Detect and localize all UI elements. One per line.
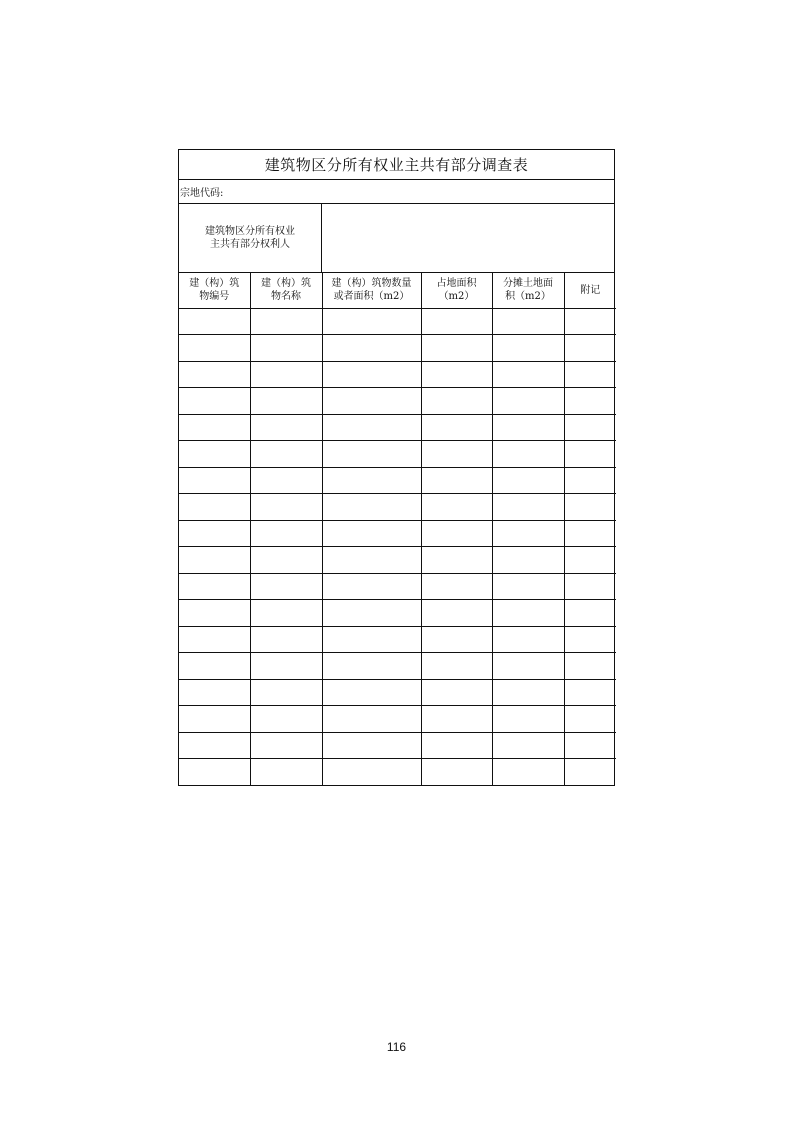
table-cell[interactable] xyxy=(421,547,492,574)
column-header: 建（构）筑物编号 xyxy=(179,273,250,308)
table-cell[interactable] xyxy=(322,494,421,521)
table-cell[interactable] xyxy=(322,335,421,362)
table-cell[interactable] xyxy=(179,653,250,680)
table-cell[interactable] xyxy=(250,547,322,574)
owner-row xyxy=(179,204,614,273)
table-cell[interactable] xyxy=(421,626,492,653)
table-cell[interactable] xyxy=(179,388,250,415)
table-cell[interactable] xyxy=(564,573,616,600)
table-row xyxy=(179,414,616,441)
table-cell[interactable] xyxy=(322,467,421,494)
table-cell[interactable] xyxy=(421,388,492,415)
table-cell[interactable] xyxy=(492,600,564,627)
table-cell[interactable] xyxy=(322,573,421,600)
table-cell[interactable] xyxy=(564,308,616,335)
table-cell[interactable] xyxy=(250,706,322,733)
table-cell[interactable] xyxy=(322,653,421,680)
table-cell[interactable] xyxy=(250,361,322,388)
page-number: 116 xyxy=(386,1040,407,1054)
parcel-code-row xyxy=(179,180,614,204)
table-cell[interactable] xyxy=(492,308,564,335)
table-cell[interactable] xyxy=(564,759,616,786)
table-row xyxy=(179,361,616,388)
table-cell[interactable] xyxy=(179,626,250,653)
table-cell[interactable] xyxy=(492,467,564,494)
table-cell[interactable] xyxy=(179,600,250,627)
table-cell[interactable] xyxy=(322,520,421,547)
table-row xyxy=(179,732,616,759)
table-cell[interactable] xyxy=(179,759,250,786)
table-cell[interactable] xyxy=(250,520,322,547)
table-cell[interactable] xyxy=(421,706,492,733)
table-cell[interactable] xyxy=(250,573,322,600)
table-cell[interactable] xyxy=(322,414,421,441)
table-row xyxy=(179,759,616,786)
table-cell[interactable] xyxy=(322,706,421,733)
table-row xyxy=(179,679,616,706)
table-cell[interactable] xyxy=(564,547,616,574)
table-cell[interactable] xyxy=(564,441,616,468)
table-cell[interactable] xyxy=(250,467,322,494)
table-cell[interactable] xyxy=(492,732,564,759)
table-cell[interactable] xyxy=(492,494,564,521)
table-cell[interactable] xyxy=(322,732,421,759)
table-cell[interactable] xyxy=(564,467,616,494)
table-cell[interactable] xyxy=(250,679,322,706)
table-row xyxy=(179,573,616,600)
table-cell[interactable] xyxy=(250,335,322,362)
table-cell[interactable] xyxy=(250,414,322,441)
table-cell[interactable] xyxy=(250,732,322,759)
table-cell[interactable] xyxy=(250,653,322,680)
table-cell[interactable] xyxy=(421,494,492,521)
table-cell[interactable] xyxy=(250,600,322,627)
table-cell[interactable] xyxy=(564,600,616,627)
table-row xyxy=(179,600,616,627)
table-body xyxy=(179,308,616,785)
table-cell[interactable] xyxy=(322,626,421,653)
table-cell[interactable] xyxy=(564,335,616,362)
table-cell[interactable] xyxy=(421,679,492,706)
form-title: 建筑物区分所有权业主共有部分调查表 xyxy=(179,150,614,180)
table-cell[interactable] xyxy=(250,388,322,415)
table-cell[interactable] xyxy=(250,626,322,653)
table-cell[interactable] xyxy=(322,388,421,415)
table-cell[interactable] xyxy=(564,679,616,706)
column-header: 建（构）筑物名称 xyxy=(250,273,322,308)
table-row xyxy=(179,547,616,574)
column-header: 附记 xyxy=(564,273,616,308)
table-row xyxy=(179,335,616,362)
table-cell[interactable] xyxy=(179,335,250,362)
table-cell[interactable] xyxy=(421,441,492,468)
table-row xyxy=(179,494,616,521)
table-cell[interactable] xyxy=(492,706,564,733)
table-cell[interactable] xyxy=(322,759,421,786)
parcel-code-label: 宗地代码: xyxy=(180,188,224,199)
table-cell[interactable] xyxy=(179,573,250,600)
table-cell[interactable] xyxy=(492,759,564,786)
table-cell[interactable] xyxy=(250,759,322,786)
table-cell[interactable] xyxy=(250,441,322,468)
table-cell[interactable] xyxy=(250,494,322,521)
column-header: 建（构）筑物数量或者面积（m2） xyxy=(322,273,421,308)
table-cell[interactable] xyxy=(564,494,616,521)
table-cell[interactable] xyxy=(421,520,492,547)
table-cell[interactable] xyxy=(179,308,250,335)
table-cell[interactable] xyxy=(492,679,564,706)
table-row xyxy=(179,308,616,335)
table-cell[interactable] xyxy=(564,732,616,759)
column-header: 分摊土地面积（m2） xyxy=(492,273,564,308)
table-cell[interactable] xyxy=(179,414,250,441)
table-row xyxy=(179,441,616,468)
table-row xyxy=(179,520,616,547)
table-cell[interactable] xyxy=(492,361,564,388)
table-row xyxy=(179,388,616,415)
table-cell[interactable] xyxy=(492,573,564,600)
table-cell[interactable] xyxy=(492,441,564,468)
table-cell[interactable] xyxy=(564,388,616,415)
table-cell[interactable] xyxy=(179,494,250,521)
table-cell[interactable] xyxy=(492,653,564,680)
table-cell[interactable] xyxy=(492,414,564,441)
table-cell[interactable] xyxy=(564,653,616,680)
building-table xyxy=(179,273,616,785)
survey-form xyxy=(178,149,615,786)
table-cell[interactable] xyxy=(322,547,421,574)
owner-label: 建筑物区分所有权业主共有部分权利人 xyxy=(179,204,322,272)
table-cell[interactable] xyxy=(492,626,564,653)
table-cell[interactable] xyxy=(421,308,492,335)
table-cell[interactable] xyxy=(179,441,250,468)
table-cell[interactable] xyxy=(564,626,616,653)
table-cell[interactable] xyxy=(322,600,421,627)
table-cell[interactable] xyxy=(250,308,322,335)
table-cell[interactable] xyxy=(492,388,564,415)
table-row xyxy=(179,706,616,733)
table-cell[interactable] xyxy=(421,361,492,388)
table-cell[interactable] xyxy=(322,308,421,335)
table-header-row xyxy=(179,273,616,308)
column-header: 占地面积（m2） xyxy=(421,273,492,308)
table-cell[interactable] xyxy=(179,361,250,388)
table-cell[interactable] xyxy=(421,467,492,494)
table-row xyxy=(179,626,616,653)
table-cell[interactable] xyxy=(492,520,564,547)
table-cell[interactable] xyxy=(179,732,250,759)
table-row xyxy=(179,467,616,494)
owner-value-cell[interactable] xyxy=(322,204,614,272)
table-cell[interactable] xyxy=(421,600,492,627)
table-cell[interactable] xyxy=(564,520,616,547)
table-cell[interactable] xyxy=(322,441,421,468)
table-cell[interactable] xyxy=(179,547,250,574)
table-cell[interactable] xyxy=(492,335,564,362)
table-cell[interactable] xyxy=(179,679,250,706)
table-cell[interactable] xyxy=(564,361,616,388)
table-cell[interactable] xyxy=(179,706,250,733)
table-cell[interactable] xyxy=(179,520,250,547)
table-cell[interactable] xyxy=(421,653,492,680)
table-cell[interactable] xyxy=(421,335,492,362)
table-cell[interactable] xyxy=(322,361,421,388)
table-cell[interactable] xyxy=(421,573,492,600)
table-row xyxy=(179,653,616,680)
table-cell[interactable] xyxy=(564,706,616,733)
table-cell[interactable] xyxy=(421,414,492,441)
table-cell[interactable] xyxy=(421,759,492,786)
table-cell[interactable] xyxy=(492,547,564,574)
table-cell[interactable] xyxy=(421,732,492,759)
table-cell[interactable] xyxy=(179,467,250,494)
table-cell[interactable] xyxy=(322,679,421,706)
table-cell[interactable] xyxy=(564,414,616,441)
